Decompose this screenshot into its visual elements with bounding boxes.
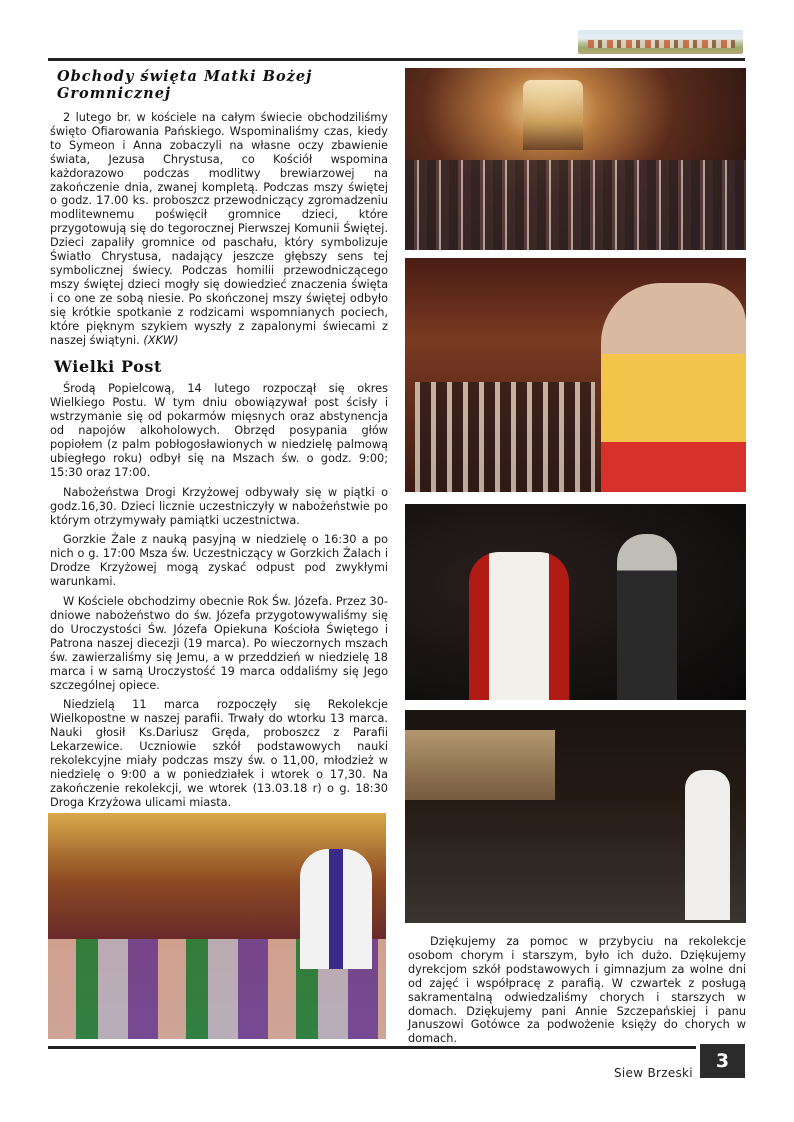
- article-2-paragraph-1: Środą Popielcową, 14 lutego rozpoczął się okres Wielkiego Postu. W tym dniu obowiązywał post ścisły i wstrzymanie się od pokarmów mięsnych oraz abstynencja od napojów alkoholowych. Obrzęd posypania głów popiołem (z palm pobłogosławionych w niedzielę palmową ubiegłego roku) odbył się na Mszach św. o godz. 9:00; 15:30 oraz 17:00.: [50, 382, 388, 479]
- article-2-paragraph-4: W Kościele obchodzimy obecnie Rok Św. Józefa. Przez 30-dniowe nabożeństwo do św. Józefa przygotowywaliśmy się do Uroczystości Św. Józefa Opiekuna Kościoła Świętego i Patrona naszej diecezji (19 marca). Po wieczornych mszach św. zawierzaliśmy się Jemu, a w przeddzień w niedzielę 18 marca i w samą Uroczystość 19 marca oddaliśmy się Jego szczególnej opiece.: [50, 595, 388, 692]
- top-divider: [48, 58, 745, 61]
- thanks-paragraph: Dziękujemy za pomoc w przybyciu na rekolekcje osobom chorym i starszym, było ich dużo. Dziękujemy dyrekcjom szkół podstawowych i gimnazjum za wolne dni od zajęć i współpracę z parafią. W czwartek z posługą sakramentalną odwiedzaliśmy chorych i starszych w domach. Dziękujemy pani Annie Szczepańskiej i panu Januszowi Gotówce za podwożenie księży do chorych w domach.: [408, 935, 746, 1046]
- article-1-title: Obchody święta Matki Bożej Gromnicznej: [57, 68, 313, 102]
- publication-name: Siew Brzeski: [614, 1066, 693, 1080]
- article-2-paragraph-2: Nabożeństwa Drogi Krzyżowej odbywały się w piątki o godz.16,30. Dzieci licznie uczestniczyły w nabożeństwie po którym otrzymywały pamiątki uczestnictwa.: [50, 485, 388, 527]
- header-landscape-photo: [578, 30, 743, 54]
- article-2-paragraph-3: Gorzkie Żale z nauką pasyjną w niedzielę o 16:30 a po nich o g. 17:00 Msza św. Uczestniczący w Gorzkich Żalach i Drodze Krzyżowej mogą zyskać odpust pod zwykłymi warunkami.: [50, 533, 388, 589]
- article-2-paragraph-5: Niedzielą 11 marca rozpoczęły się Rekolekcje Wielkopostne w naszej parafii. Trwały do wtorku 13 marca. Nauki głosił Ks.Dariusz Gręda, proboszcz z Parafii Lekarzewice. Uczniowie szkół podstawowych nauki rekolekcyjne miały podczas mszy św. o 11,00, młodzież w niedzielę o 9:00 a w poniedziałek i wtorek o 17,30. Na zakończenie rekolekcji, we wtorek (13.03.18 r) o g. 18:30 Droga Krzyżowa ulicami miasta.: [50, 698, 388, 809]
- church-interior-photo: [405, 68, 746, 250]
- left-column: [50, 68, 388, 816]
- candle-procession-photo: [405, 258, 746, 492]
- children-retreat-photo: [48, 813, 386, 1039]
- article-2-title: Wielki Post: [54, 357, 163, 377]
- thanks-block: [408, 935, 746, 1052]
- priest-with-cross-photo: [405, 504, 746, 700]
- article-1-paragraph: 2 lutego br. w kościele na całym świecie obchodziliśmy święto Ofiarowania Pańskiego. Wspominaliśmy czas, kiedy to Symeon i Anna zobaczyli na własne oczy zbawienie świata, Jezusa Chrystusa, co Kościół wspomina każdorazowo podczas modlitwy brewiarzowej na zakończenie dnia, zwanej kompletą. Podczas mszy świętej o godz. 17.00 ks. proboszcz przewodniczący zgromadzeniu modlitewnemu poświęcił gromnice dzieci, które przygotowują się do tegorocznej Pierwszej Komunii Świętej. Dzieci zapaliły gromnice od paschału, który symbolizuje Światło Chrystusa, nadający jeszcze głębszy sens tej symbolicznej świecy. Podczas homilii przewodniczącego mszy świętej dzieci mogły się dowiedzieć znaczenia święta i co one ze sobą niesie. Po skończonej mszy świętej odbyło się krótkie spotkanie z rodzicami wspomnianych pociech, które pięknym szykiem wyszły z zapalonymi świecami z naszej świątyni. (XKW): [50, 111, 388, 347]
- way-of-the-cross-photo: [405, 710, 746, 923]
- article-1-signature: (XKW): [143, 333, 179, 347]
- bottom-divider: [48, 1046, 696, 1049]
- page-number: 3: [700, 1044, 745, 1078]
